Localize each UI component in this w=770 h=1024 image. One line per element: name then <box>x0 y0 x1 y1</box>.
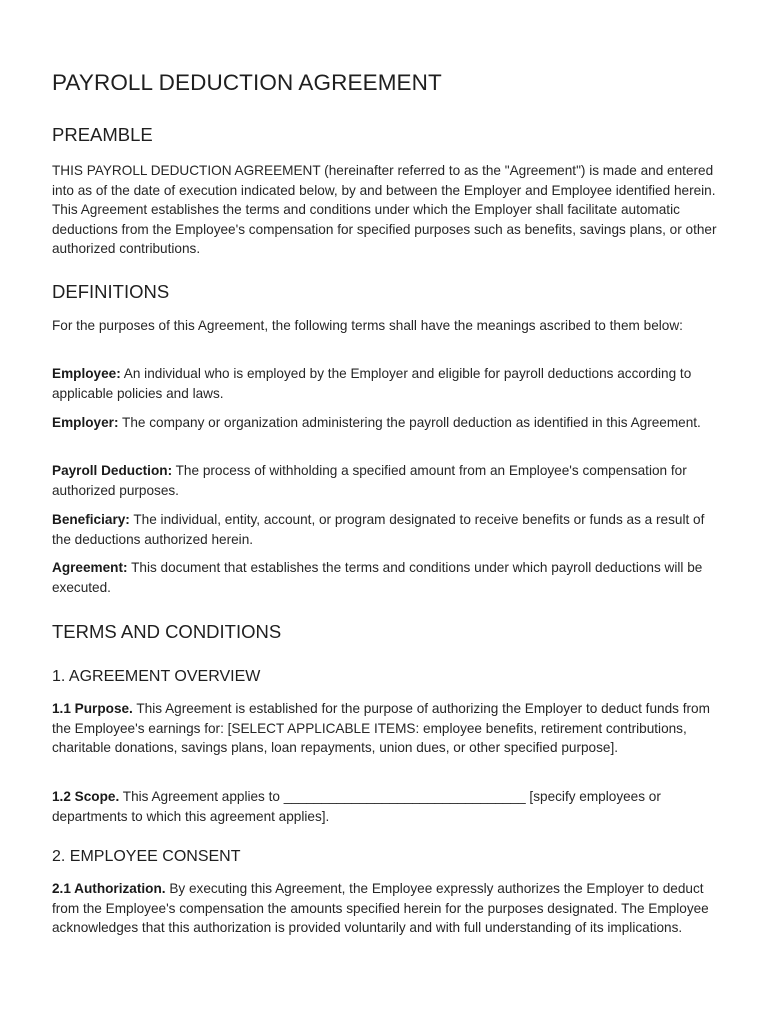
clause-text: This Agreement applies to ________________________________ [specify employees or departments to which this agreement applies]. <box>52 789 661 824</box>
definition-text: This document that establishes the terms and conditions under which payroll deductions will be executed. <box>52 560 703 595</box>
definitions-heading: DEFINITIONS <box>52 281 170 302</box>
definition-term: Payroll Deduction: <box>52 463 173 478</box>
section-1-heading: 1. AGREEMENT OVERVIEW <box>52 668 261 685</box>
clause-label: 2.1 Authorization. <box>52 881 166 896</box>
preamble-heading: PREAMBLE <box>52 124 153 145</box>
clause-label: 1.2 Scope. <box>52 789 120 804</box>
definition-term: Agreement: <box>52 560 128 575</box>
definitions-intro: For the purposes of this Agreement, the following terms shall have the meanings ascribed to them below: <box>52 318 683 333</box>
definition-term: Beneficiary: <box>52 512 130 527</box>
definition-text: The company or organization administering the payroll deduction as identified in this Agreement. <box>118 415 701 430</box>
clause-2-1 <box>52 879 722 938</box>
definition-item <box>52 510 722 549</box>
section-2-heading: 2. EMPLOYEE CONSENT <box>52 848 241 865</box>
clause-text: This Agreement is established for the purpose of authorizing the Employer to deduct funds from the Employee's earnings for: [SELECT APPLICABLE ITEMS: employee benefits, retirement contributions, charitable donations, savings plans, loan repayments, union dues, or other specified purpose]. <box>52 701 710 756</box>
clause-1-2 <box>52 787 722 826</box>
definition-item <box>52 413 722 433</box>
clause-text: By executing this Agreement, the Employee expressly authorizes the Employer to deduct from the Employee's compensation the amounts specified herein for the purposes designated. The Employee acknowledges that this authorization is provided voluntarily and with full understanding of its implications. <box>52 881 709 936</box>
definition-term: Employer: <box>52 415 119 430</box>
definition-text: An individual who is employed by the Employer and eligible for payroll deductions according to applicable policies and laws. <box>52 366 692 401</box>
definition-item <box>52 558 722 597</box>
terms-heading: TERMS AND CONDITIONS <box>52 621 282 642</box>
definition-text: The individual, entity, account, or program designated to receive benefits or funds as a result of the deductions authorized herein. <box>52 512 705 547</box>
definition-term: Employee: <box>52 366 121 381</box>
clause-1-1 <box>52 699 722 758</box>
definition-item <box>52 461 722 500</box>
preamble-paragraph: THIS PAYROLL DEDUCTION AGREEMENT (hereinafter referred to as the "Agreement") is made and entered into as of the date of execution indicated below, by and between the Employer and Employee identified herein. This Agreement establishes the terms and conditions under which the Employer shall facilitate automatic deductions from the Employee's compensation for specified purposes such as benefits, savings plans, or other authorized contributions. <box>52 163 717 257</box>
clause-label: 1.1 Purpose. <box>52 701 133 716</box>
definition-text: The process of withholding a specified amount from an Employee's compensation for authorized purposes. <box>52 463 687 498</box>
document-title: PAYROLL DEDUCTION AGREEMENT <box>52 70 442 95</box>
definition-item <box>52 364 722 403</box>
